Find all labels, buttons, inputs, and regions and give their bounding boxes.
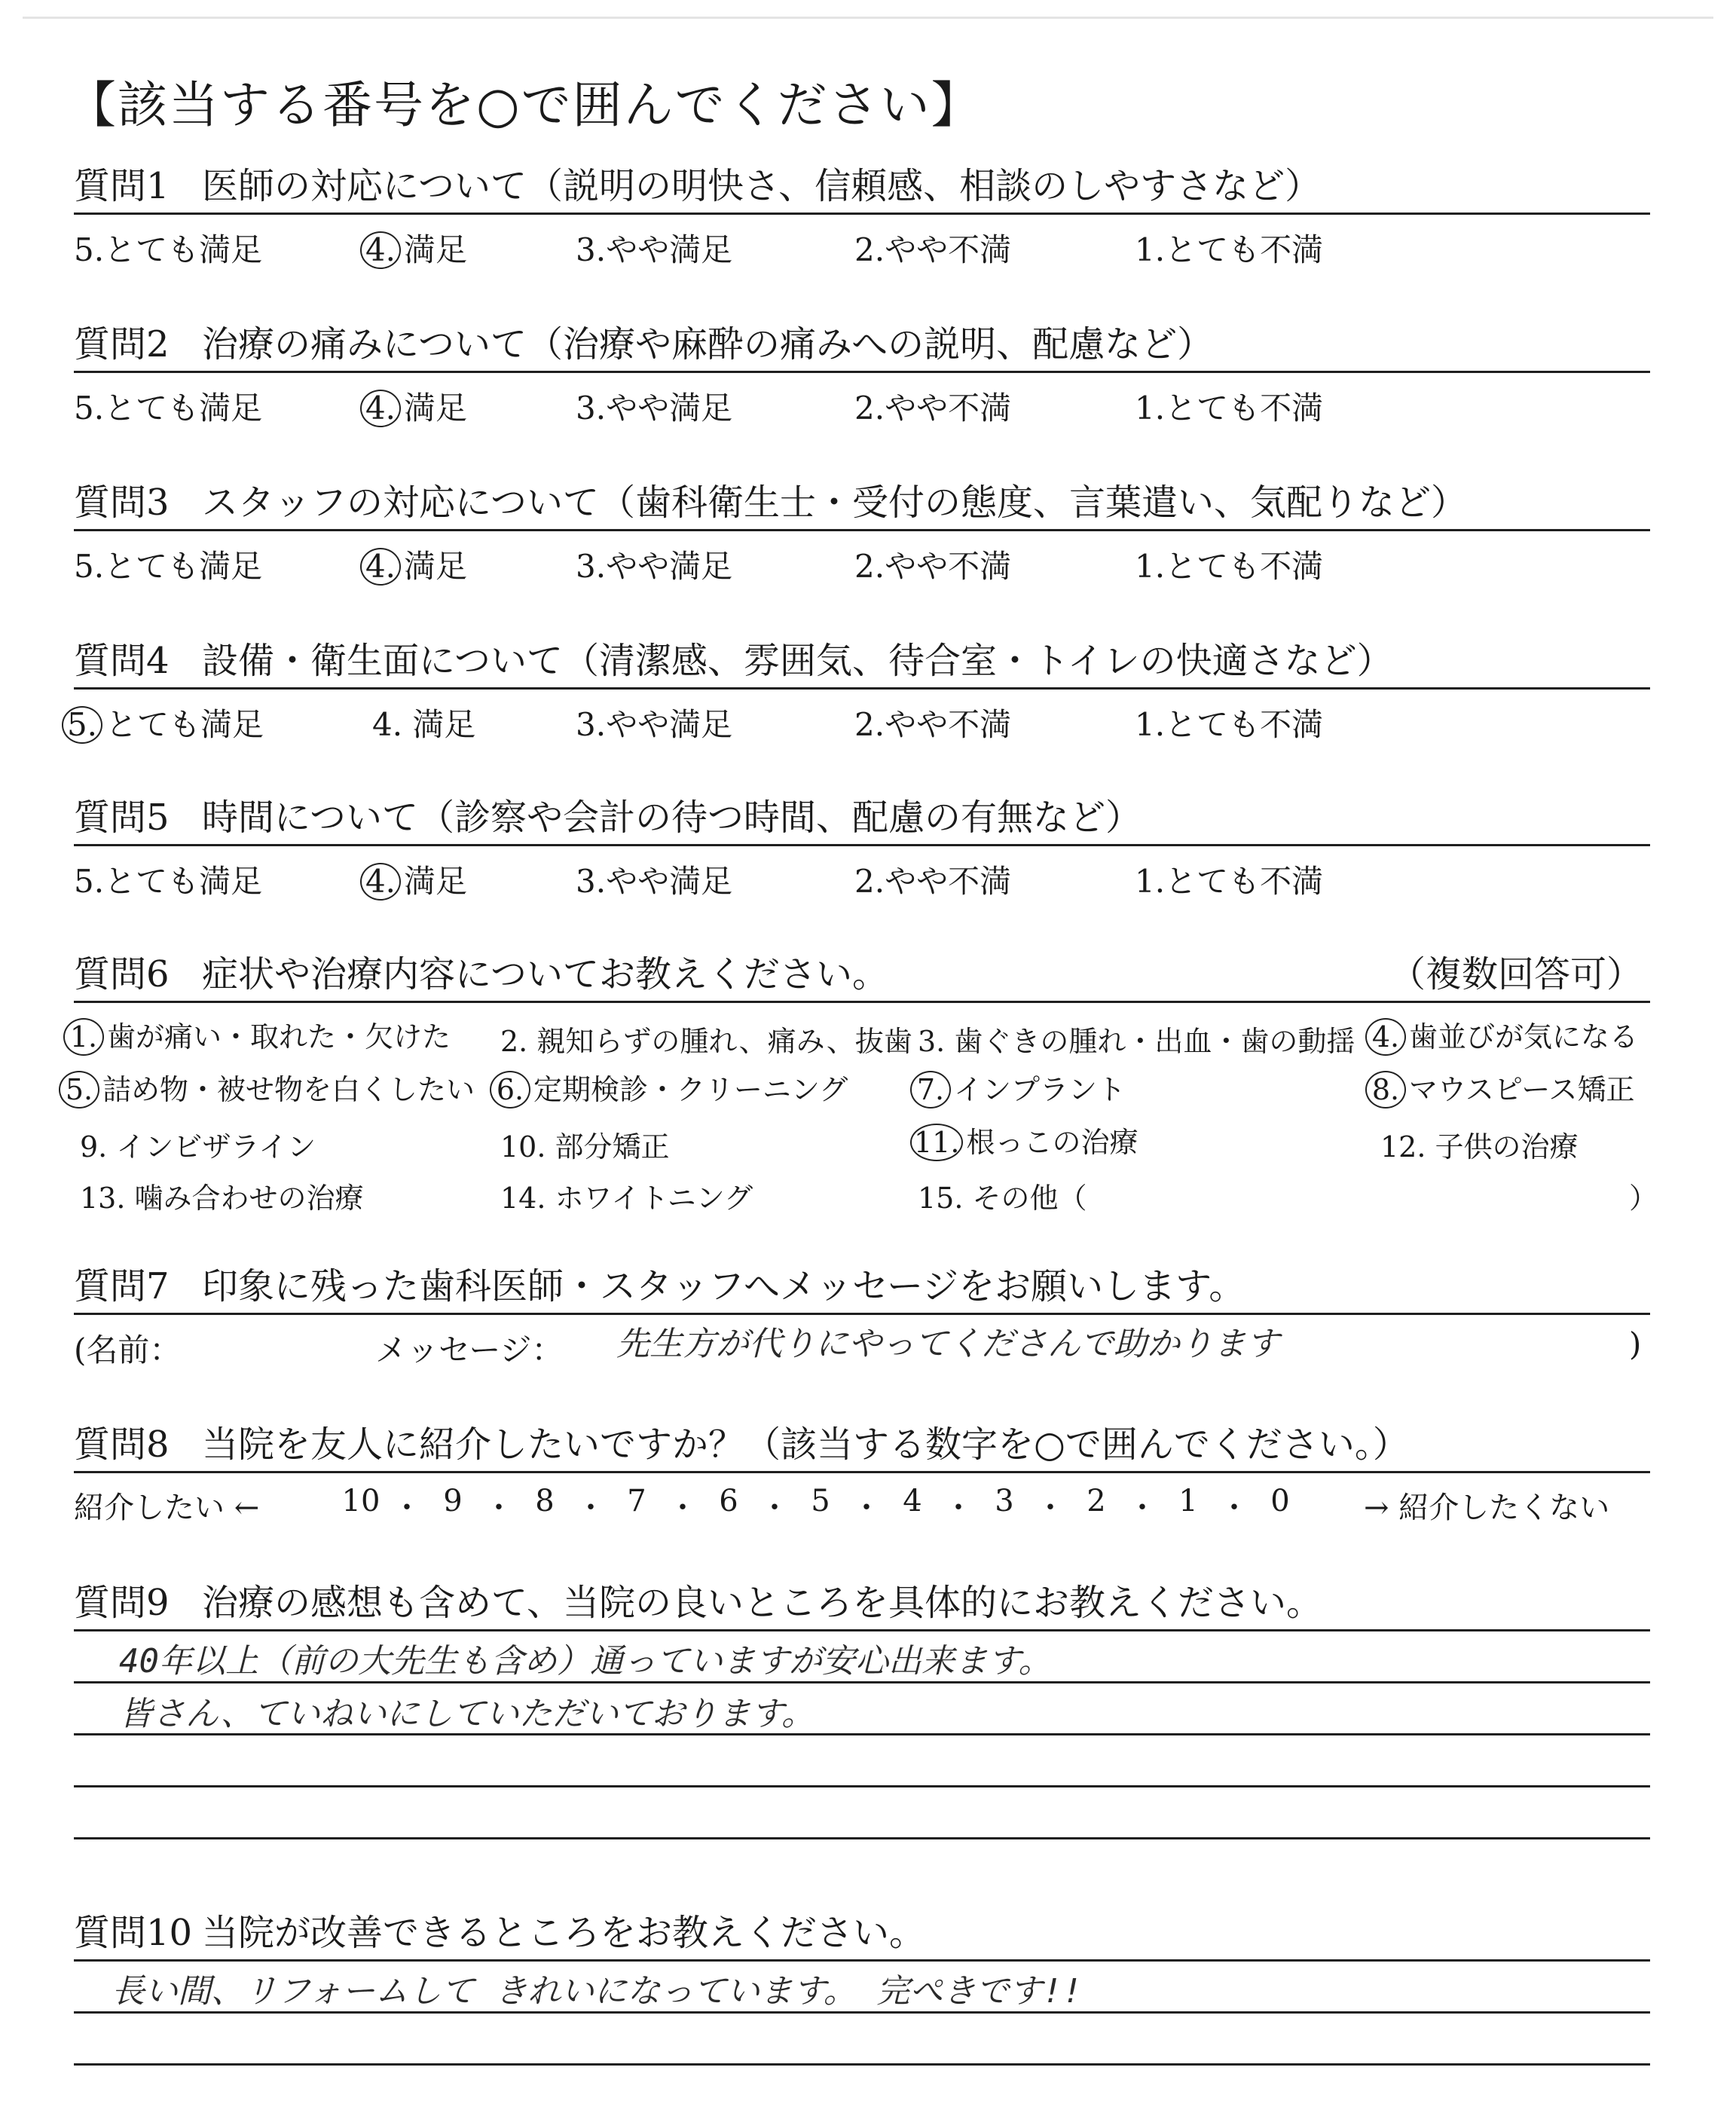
question-title — [74, 948, 1650, 1001]
handwritten-answer-line-2: 皆さん、ていねいにしていただいております。 — [119, 1695, 815, 1733]
message-close-paren: ) — [1629, 1326, 1642, 1362]
question-text: 設備・衛生面について（清潔感、雰囲気、待合室・トイレの快適さなど） — [202, 640, 1393, 682]
scale-value: 1 — [1178, 1484, 1198, 1518]
item-label: マウスピース矯正 — [1409, 1073, 1635, 1106]
rating-options — [66, 690, 1650, 750]
message-row — [74, 1315, 1650, 1368]
selection-circle: 4. — [360, 390, 401, 427]
scale-dot: ・ — [760, 1491, 790, 1525]
question-number: 質問6 — [74, 953, 170, 995]
handwritten-message: 先生方が代りにやってくださんで助かります — [616, 1325, 1279, 1363]
selection-circle: 1. — [63, 1018, 104, 1056]
question-text: 症状や治療内容についてお教えください。 — [202, 953, 889, 995]
option-2: 2.やや不満 — [854, 863, 1012, 900]
question-8 — [74, 1418, 1650, 1527]
question-title — [74, 476, 1650, 529]
option-3: 3.やや満足 — [576, 231, 733, 268]
option-2: 2.やや不満 — [854, 390, 1012, 427]
scale-dot: ・ — [668, 1491, 698, 1525]
scale-value: 0 — [1270, 1484, 1290, 1518]
option-1: 1.とても不満 — [1135, 706, 1324, 743]
option-4: 4. 満足 — [372, 706, 476, 743]
answer-lines — [74, 1959, 1650, 2066]
option-label: 満足 — [404, 231, 468, 268]
question-title — [74, 635, 1650, 687]
scale-dot: ・ — [1127, 1491, 1157, 1525]
top-border — [23, 17, 1713, 19]
scale-value: 8 — [535, 1484, 555, 1518]
scale-dot: ・ — [851, 1491, 882, 1525]
selection-circle: 4. — [360, 863, 401, 901]
selection-circle: 4. — [360, 548, 401, 586]
selection-circle: 7. — [910, 1071, 951, 1109]
option-5: 5.とても満足 — [74, 548, 263, 585]
scale-dot: ・ — [943, 1491, 973, 1525]
question-6 — [65, 948, 1658, 1222]
option-label: 満足 — [404, 548, 468, 585]
option-2: 2.やや不満 — [854, 548, 1012, 585]
question-title — [74, 1576, 1650, 1629]
scale-left-label: 紹介したい ← — [74, 1491, 260, 1525]
checklist-item: 13. 噛み合わせの治療 — [80, 1182, 364, 1215]
scale-dot: ・ — [1219, 1491, 1249, 1525]
option-4-selected — [360, 384, 467, 429]
option-2: 2.やや不満 — [854, 706, 1012, 743]
checklist-item: 10. 部分矯正 — [500, 1130, 670, 1164]
scale-value: 9 — [443, 1484, 463, 1518]
rating-options — [74, 846, 1650, 907]
scale-value: 5 — [811, 1484, 830, 1518]
scale-dot: ・ — [484, 1491, 514, 1525]
checklist-item-selected — [1365, 1014, 1638, 1056]
scale-value: 7 — [627, 1484, 646, 1518]
checklist-item: 14. ホワイトニング — [500, 1182, 753, 1215]
question-number: 質問9 — [74, 1582, 170, 1624]
scale-dot: ・ — [392, 1491, 422, 1525]
other-close-paren: ） — [1629, 1182, 1658, 1215]
option-1: 1.とても不満 — [1135, 231, 1324, 268]
selection-circle: 5. — [62, 706, 102, 744]
question-5 — [74, 791, 1650, 907]
option-3: 3.やや満足 — [576, 390, 733, 427]
selection-circle: 4. — [1365, 1018, 1406, 1056]
item-label: インプラント — [954, 1073, 1126, 1106]
checklist-item: 3. 歯ぐきの腫れ・出血・歯の動揺 — [918, 1025, 1355, 1058]
message-label: メッセージ： — [375, 1332, 564, 1368]
scale-right-label: → 紹介したくない — [1364, 1491, 1610, 1525]
page-header: 【該当する番号を○で囲んでください】 — [66, 76, 983, 134]
checklist-item: 15. その他（ — [918, 1182, 1087, 1215]
scale-dot: ・ — [576, 1491, 606, 1525]
question-number: 質問10 — [74, 1912, 193, 1954]
question-text: 治療の痛みについて（治療や麻酔の痛みへの説明、配慮など） — [202, 323, 1214, 365]
scale-value: 6 — [719, 1484, 738, 1518]
question-title — [74, 1260, 1650, 1313]
scale-numbers — [335, 1484, 1307, 1527]
option-5: 5.とても満足 — [74, 863, 263, 900]
scale-dot: ・ — [1035, 1491, 1065, 1525]
question-number: 質問1 — [74, 165, 170, 207]
option-5-selected — [62, 700, 264, 745]
option-5: 5.とても満足 — [74, 390, 263, 427]
question-number: 質問2 — [74, 323, 170, 365]
option-4-selected — [360, 225, 467, 271]
question-number: 質問7 — [74, 1265, 170, 1307]
question-number: 質問8 — [74, 1423, 170, 1466]
selection-circle: 5. — [59, 1071, 99, 1109]
question-text: 当院を友人に紹介したいですか？（該当する数字を○で囲んでください。） — [202, 1423, 1409, 1466]
checklist-item: 9. インビザライン — [80, 1130, 316, 1164]
question-9 — [74, 1576, 1650, 1839]
scale-value: 10 — [341, 1484, 381, 1518]
rule — [74, 1837, 1650, 1839]
item-label: 歯が痛い・取れた・欠けた — [107, 1020, 451, 1053]
selection-circle: 8. — [1365, 1071, 1406, 1109]
question-2 — [74, 318, 1650, 433]
selection-circle: 4. — [360, 231, 401, 269]
question-1 — [74, 160, 1650, 275]
option-5: 5.とても満足 — [74, 231, 263, 268]
handwritten-answer-line-1: 40年以上（前の大先生も含め）通っていますが安心出来ます。 — [119, 1642, 1052, 1680]
rating-options — [74, 373, 1650, 433]
question-title — [74, 318, 1650, 371]
rule — [74, 2063, 1650, 2066]
scale-value: 2 — [1087, 1484, 1106, 1518]
checklist-item-selected — [1365, 1066, 1634, 1109]
checklist-item-selected — [63, 1014, 451, 1056]
option-3: 3.やや満足 — [576, 706, 733, 743]
option-4-selected — [360, 542, 467, 587]
selection-circle: 6. — [490, 1071, 530, 1109]
checklist-item-selected — [910, 1066, 1126, 1109]
scale-value: 3 — [995, 1484, 1014, 1518]
option-label: 満足 — [404, 863, 468, 900]
multi-answer-note: （複数回答可） — [1389, 953, 1643, 995]
question-3 — [74, 476, 1650, 592]
option-2: 2.やや不満 — [854, 231, 1012, 268]
question-number: 質問5 — [74, 797, 170, 839]
symptom-checklist — [65, 1003, 1658, 1222]
checklist-item: 2. 親知らずの腫れ、痛み、抜歯 — [500, 1025, 912, 1058]
question-text: 治療の感想も含めて、当院の良いところを具体的にお教えください。 — [202, 1582, 1323, 1624]
recommend-scale — [74, 1473, 1650, 1527]
checklist-item-selected — [490, 1066, 848, 1109]
selection-circle: 11. — [910, 1124, 963, 1161]
option-4-selected — [360, 857, 467, 902]
item-label: 根っこの治療 — [966, 1126, 1138, 1159]
item-label: 詰め物・被せ物を白くしたい — [102, 1073, 475, 1106]
question-title — [74, 160, 1650, 213]
rating-options — [74, 215, 1650, 275]
checklist-item: 12. 子供の治療 — [1380, 1130, 1579, 1164]
option-1: 1.とても不満 — [1135, 548, 1324, 585]
item-label: 定期検診・クリーニング — [533, 1073, 848, 1106]
question-number: 質問4 — [74, 640, 170, 682]
question-title — [74, 1418, 1650, 1471]
option-label: とても満足 — [105, 706, 264, 743]
question-7 — [74, 1260, 1650, 1368]
question-10 — [74, 1907, 1650, 2066]
handwritten-answer-line-1: 長い間、リフォームして きれいになっています。 完ぺきです!! — [112, 1972, 1083, 2011]
answer-lines — [74, 1629, 1650, 1839]
question-title — [74, 791, 1650, 844]
item-label: 歯並びが気になる — [1409, 1020, 1639, 1053]
question-text: スタッフの対応について（歯科衛生士・受付の態度、言葉遣い、気配りなど） — [202, 482, 1468, 524]
option-3: 3.やや満足 — [576, 548, 733, 585]
question-number: 質問3 — [74, 482, 170, 524]
checklist-item-selected — [910, 1119, 1138, 1161]
option-3: 3.やや満足 — [576, 863, 733, 900]
checklist-item-selected — [59, 1066, 475, 1109]
scale-value: 4 — [903, 1484, 922, 1518]
option-1: 1.とても不満 — [1135, 863, 1324, 900]
question-text: 医師の対応について（説明の明快さ、信頼感、相談のしやすさなど） — [202, 165, 1322, 207]
question-text: 時間について（診察や会計の待つ時間、配慮の有無など） — [202, 797, 1142, 839]
question-text: 印象に残った歯科医師・スタッフへメッセージをお願いします。 — [202, 1265, 1245, 1307]
option-label: 満足 — [404, 390, 468, 427]
name-label: (名前： — [74, 1332, 182, 1368]
question-title — [74, 1907, 1650, 1959]
rating-options — [74, 531, 1650, 592]
question-4 — [66, 635, 1650, 750]
question-text: 当院が改善できるところをお教えください。 — [202, 1912, 926, 1954]
option-1: 1.とても不満 — [1135, 390, 1324, 427]
